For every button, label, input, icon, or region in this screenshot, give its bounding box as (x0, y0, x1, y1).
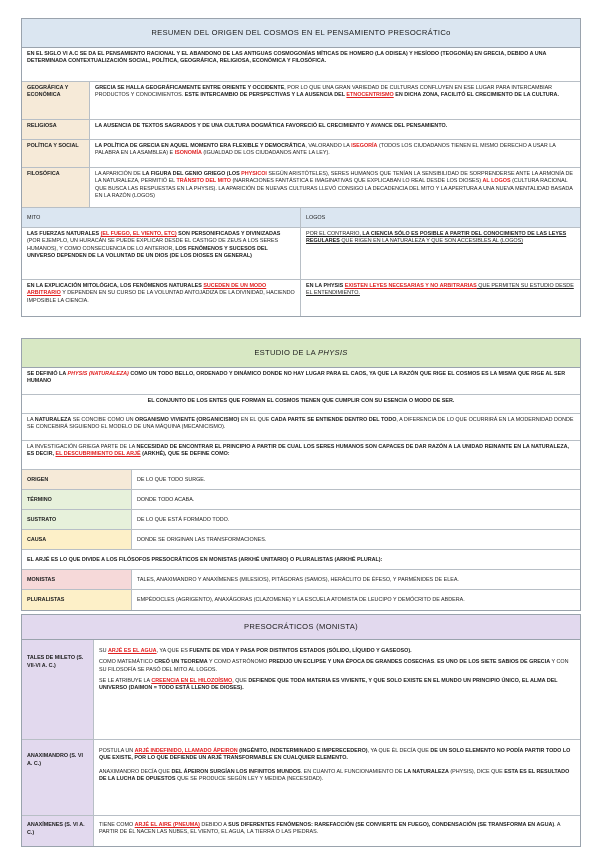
philosopher-label: TALES DE MILETO (S. VII-VI A. C.) (22, 640, 94, 739)
physis-definition: SE DEFINIÓ LA PHYSIS (NATURALEZA) COMO UN TODO BELLO, ORDENADO Y DINÁMICO DONDE NO HAY LUGAR PARA EL CAOS, YA QUE LA RAZÓN QUE RIGE EL COSMOS ES LA MISMA QUE RIGE AL SER HUMANO (22, 368, 580, 395)
section-physis-title: ESTUDIO DE LA PHYSIS (22, 339, 580, 368)
philosopher-label: ANAXIMANDRO (S. VI A. C.) (22, 740, 94, 815)
logos-header: LOGOS (306, 215, 326, 221)
origin-row-filosofica: FILOSÓFICA LA APARICIÓN DE LA FIGURA DEL GENIO GRIEGO (LOS PHYSICOI SEGÚN ARISTÓTELES), SERES HUMANOS QUE TENÍAN LA SENSIBILIDAD DE SORPRENDERSE ANTE LA ARMONÍA DE LA NATURALEZA, PERMITIÓ EL TRÁNSITO DEL MITO (NARRACIONES FANTÁSTICA E IMAGINATIVAS QUE EXPLICABAN LO REAL DESDE LOS DIOSES) AL LOGOS (CULTURA RACIONAL QUE BUSCA LAS RESPUESTAS EN LA PHYSIS). LA APARICIÓN DE NUEVAS CULTURAS LLEVÓ CONSIGO LA DECADENCIA DEL MITO Y LA APERTURA A UNA NUEVA MENTALIDAD BASADA EN LA RAZÓN (LOGOS) (22, 168, 580, 208)
origin-row-geografica: GEOGRÁFICA Y ECONÓMICA GRECIA SE HALLA GEOGRÁFICAMENTE ENTRE ORIENTE Y OCCIDENTE, POR LO QUE UNA GRAN VARIEDAD DE CULTURAS CONFLUYEN EN ESE LUGAR PARA INTERCAMBIAR PRODUCTOS Y CONOCIMIENTOS. ESTE INTERCAMBIO DE PERSPECTIVAS Y LA AUSENCIA DEL ETNOCENTRISMO EN DICHA ZONA, FACILITÓ EL CRECIMIENTO DE LA CULTURA. (22, 82, 580, 120)
section-monistas (21, 614, 581, 847)
def-text: DONDE SE ORIGINAN LAS TRANSFORMACIONES. (137, 537, 267, 543)
def-row-origen (22, 470, 580, 490)
section-origin (21, 18, 581, 317)
section-physis (21, 338, 581, 611)
group-row-pluralistas (22, 590, 580, 610)
row-label: FILOSÓFICA (22, 168, 90, 207)
group-row-monistas (22, 570, 580, 590)
section-origin-title: RESUMEN DEL ORIGEN DEL COSMOS EN EL PENSAMIENTO PRESOCRÁTICo (22, 19, 580, 48)
origin-intro: EN EL SIGLO VI A.C SE DA EL PENSAMIENTO RACIONAL Y EL ABANDONO DE LAS ANTIGUAS COSMOGONÍAS MÍTICAS DE HOMERO (LA ODISEA) Y HESÍODO (TEOGONÍA) EN GRECIA, DEBIDO A UNA DETERMINADA CONTEXTUALIZACIÓN SOCIAL, POLÍTICA, GEOGRÁFICA, RELIGIOSA, ECONÓMICA Y FILOSÓFICA. (22, 48, 580, 82)
def-term: TÉRMINO (22, 490, 132, 509)
group-text: TALES, ANAXIMANDRO Y ANAXÍMENES (MILESIOS), PITÁGORAS (SAMOS), HERÁCLITO DE ÉFESO, Y PARMÉNIDES DE ELEA. (137, 577, 459, 583)
origin-row-religiosa: RELIGIOSA LA AUSENCIA DE TEXTOS SAGRADOS Y DE UNA CULTURA DOGMÁTICA FAVORECIÓ EL CRECIMIENTO Y AVANCE DEL PENSAMIENTO. (22, 120, 580, 140)
def-row-causa (22, 530, 580, 550)
physis-entes: EL CONJUNTO DE LOS ENTES QUE FORMAN EL COSMOS TIENEN QUE CUMPLIR CON SU ESENCIA O MODO DE SER. (22, 395, 580, 414)
mito-header: MITO (22, 208, 301, 227)
physis-investigacion: LA INVESTIGACIÓN GRIEGA PARTE DE LA NECESIDAD DE ENCONTRAR EL PRINCIPIO A PARTIR DE CUAL LOS SERES HUMANOS SON CAPACES DE DAR RAZÓN A LA UNIDAD REINANTE EN LA NATURALEZA, ES DECIR, EL DESCUBRIMIENTO DEL ARJÉ (ARKHÉ), QUE SE DEFINE COMO: (22, 441, 580, 470)
group-term: MONISTAS (22, 570, 132, 589)
row-label: RELIGIOSA (22, 120, 90, 139)
mito-logos-row-2: EN LA EXPLICACIÓN MITOLÓGICA, LOS FENÓMENOS NATURALES SUCEDEN DE UN MODO ARBITRARIO Y DEPENDEN EN SU CURSO DE LA VOLUNTAD ANTOJADIZA DE LA DIVINIDAD, HACIENDO IMPOSIBLE LA CIENCIA. EN LA PHYSIS EXISTEN LEYES NECESARIAS Y NO ARBITRARIAS QUE PERMITEN SU ESTUDIO DESDE EL ENTENDIMIENTO. (22, 280, 580, 316)
def-row-sustrato (22, 510, 580, 530)
physis-naturaleza: LA NATURALEZA SE CONCIBE COMO UN ORGANISMO VIVIENTE (ORGANICISMO) EN EL QUE CADA PARTE SE ENTIENDE DENTRO DEL TODO, A DIFERENCIA DE LO QUE OCURRIRÁ EN LA MODERNIDAD DONDE SE CONCEBIRÁ SIGUIENDO EL MODELO DE UNA MÁQUINA (MECANICISMO). (22, 414, 580, 441)
section-monistas-title: PRESOCRÁTICOS (MONISTA) (22, 615, 580, 640)
def-row-termino (22, 490, 580, 510)
def-term: ORIGEN (22, 470, 132, 489)
group-text: EMPÉDOCLES (AGRIGENTO), ANAXÁGORAS (CLAZOMENE) Y LA ESCUELA ATOMISTA DE LEUCIPO Y DEMÓCRITO DE ABDERA. (137, 597, 465, 603)
physis-arje-division: EL ARJÉ ES LO QUE DIVIDE A LOS FILÓSOFOS PRESOCRÁTICOS EN MONISTAS (ARKHÉ UNITARIO) O PLURALISTAS (ARKHÉ PLURAL): (22, 550, 580, 570)
def-term: SUSTRATO (22, 510, 132, 529)
philosopher-anaximenes: ANAXÍMENES (S. VI A. C.) TIENE COMO ARJÉ EL AIRE (PNEUMA) DEBIDO A SUS DIFERENTES FENÓMENOS: RAREFACCIÓN (SE CONVIERTE EN FUEGO), CONDENSACIÓN (SE TRANSFORMA EN AGUA). A PARTIR DE ÉL NACEN LAS NUBES, EL VIENTO, EL AGUA, LA TIERRA O LAS PIEDRAS. (22, 816, 580, 846)
mito-logos-header (22, 208, 580, 228)
philosopher-tales: TALES DE MILETO (S. VII-VI A. C.) SU ARJÉ ES EL AGUA, YA QUE ES FUENTE DE VIDA Y PASA POR DISTINTOS ESTADOS (SÓLIDO, LÍQUIDO Y GASEOSO). COMO MATEMÁTICO CREÓ UN TEOREMA Y COMO ASTRÓNOMO PREDIJO UN ECLIPSE Y UNA ÉPOCA DE GRANDES COSECHAS. ES UNO DE LOS SIETE SABIOS DE GRECIA Y CON SU FILOSOFÍA SE PASÓ DEL MITO AL LOGOS. SE LE ATRIBUYE LA CREENCIA EN EL HILOZOÍSMO, QUE DEFIENDE QUE TODA MATERIA ES VIVIENTE, Y QUE SOLO EXISTE EN EL MUNDO UN PRINCIPIO ÚNICO, EL ALMA DEL UNIVERSO (DAIMON = TODO ESTÁ LLENO DE DIOSES). (22, 640, 580, 740)
def-text: DONDE TODO ACABA. (137, 497, 195, 503)
origin-row-politica: POLÍTICA Y SOCIAL LA POLÍTICA DE GRECIA EN AQUEL MOMENTO ERA FLEXIBLE Y DEMOCRÁTICA, VALORANDO LA ISEGORÍA (TODOS LOS CIUDADANOS TIENEN EL MISMO DERECHO A USAR LA PALABRA EN LA ASAMBLEA) E ISONOMÍA (IGUALDAD DE LOS CIUDADANOS ANTE LA LEY). (22, 140, 580, 168)
group-term: PLURALISTAS (22, 590, 132, 610)
row-label: GEOGRÁFICA Y ECONÓMICA (22, 82, 90, 119)
mito-logos-row-1: LAS FUERZAS NATURALES (EL FUEGO, EL VIENTO, ETC) SON PERSONIFICADAS Y DIVINIZADAS (POR EJEMPLO, UN HURACÁN SE PUEDE EXPLICAR DESDE EL CASTIGO DE ZEUS A LOS SERES HUMANOS), Y COMO CONSECUENCIA DE LO ANTERIOR, LOS FENÓMENOS Y SUCESOS DEL UNIVERSO DEPENDEN DE LA VOLUNTAD DE UN DIOS (DE LOS DIOSES EN GENERAL) POR EL CONTRARIO, LA CIENCIA SÓLO ES POSIBLE A PARTIR DEL CONOCIMIENTO DE LAS LEYES REGULARES QUE RIGEN EN LA NATURALEZA Y QUE SON ACCESIBLES AL (LOGOS) (22, 228, 580, 280)
philosopher-anaximandro: ANAXIMANDRO (S. VI A. C.) POSTULA UN ARJÉ INDEFINIDO, LLAMADO ÁPEIRON (INGÉNITO, INDETERMINADO E IMPERECEDERO), YA QUE ÉL DECÍA QUE DE UN SOLO ELEMENTO NO PODÍA PARTIR TODO LO QUE EXISTE, POR LO QUE DEFIENDE UN ARJÉ TRANSFORMABLE EN CUALQUIER ELEMENTO. ANAXIMANDRO DECÍA QUE DEL ÁPEIRON SURGÍAN LOS INFINITOS MUNDOS. EN CUANTO AL FUNCIONAMIENTO DE LA NATURALEZA (PHYSIS), DICE QUE ESTA ES EL RESULTADO DE LA LUCHA DE OPUESTOS QUE SE PRODUCE SEGÚN LEY Y MEDIDA (NECESIDAD). (22, 740, 580, 816)
def-text: DE LO QUE TODO SURGE. (137, 477, 206, 483)
def-text: DE LO QUE ESTÁ FORMADO TODO. (137, 517, 230, 523)
def-term: CAUSA (22, 530, 132, 549)
row-label: POLÍTICA Y SOCIAL (22, 140, 90, 167)
philosopher-label: ANAXÍMENES (S. VI A. C.) (22, 816, 94, 846)
